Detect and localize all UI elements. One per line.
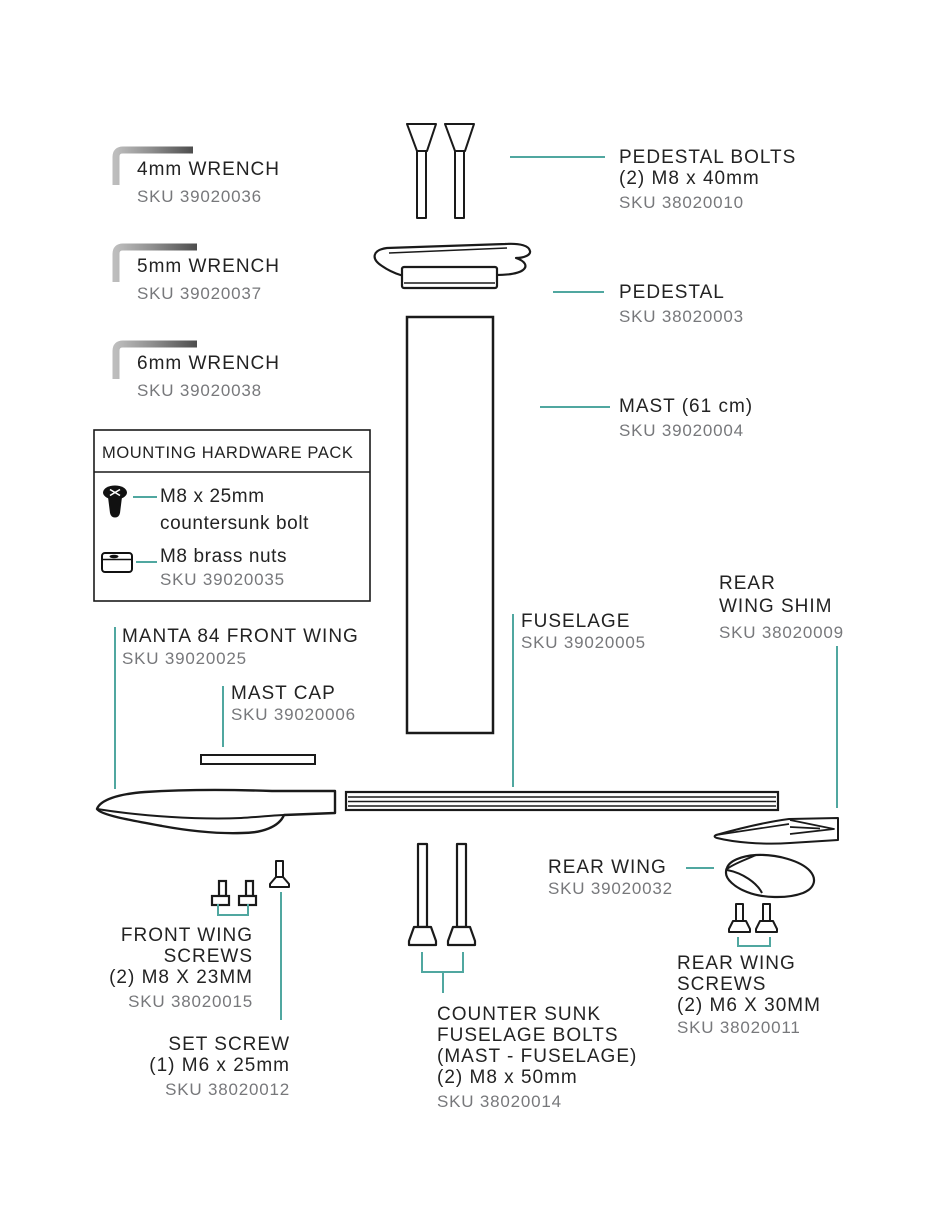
part-sku: SKU 38020003 — [619, 307, 744, 326]
part-name: WING SHIM — [719, 596, 833, 617]
part-name: FRONT WING — [120, 925, 253, 946]
part-name: MAST CAP — [231, 683, 336, 704]
part-sku: SKU 39020006 — [231, 705, 356, 724]
part-name: FUSELAGE — [521, 611, 631, 632]
front-wing-drawing — [97, 790, 335, 833]
part-name: REAR — [719, 573, 776, 594]
part-spec: (1) M6 x 25mm — [149, 1055, 290, 1076]
part-sku: SKU 39020004 — [619, 421, 744, 440]
part-sku: SKU 38020010 — [619, 193, 744, 212]
pedestal-bolts-drawing — [407, 124, 474, 218]
hardware-pack-item-bolt — [160, 483, 309, 537]
label-pedestal — [619, 282, 744, 327]
bracket-rear-wing-screws — [738, 937, 770, 946]
part-sku: SKU 38020011 — [677, 1018, 801, 1037]
hardware-pack-item-nuts — [160, 546, 287, 590]
part-spec: (MAST - FUSELAGE) — [437, 1046, 638, 1067]
hardware-pack-title: MOUNTING HARDWARE PACK — [102, 444, 354, 462]
part-name: MAST (61 cm) — [619, 396, 754, 417]
bracket-fuselage-bolts — [422, 952, 463, 993]
label-wrench-5mm — [137, 256, 280, 304]
part-name: MANTA 84 FRONT WING — [122, 626, 359, 647]
part-name: 6mm WRENCH — [137, 353, 280, 374]
part-spec: (2) M6 X 30MM — [677, 995, 821, 1016]
mast-cap-drawing — [201, 755, 315, 764]
label-fuselage-bolts — [437, 1004, 637, 1112]
part-name: M8 x 25mm — [160, 486, 265, 507]
pedestal-drawing — [375, 244, 530, 288]
countersunk-bolt-icon — [103, 486, 127, 518]
part-sku: SKU 38020012 — [165, 1080, 290, 1099]
part-sku: SKU 39020025 — [122, 649, 247, 668]
part-name: 5mm WRENCH — [137, 256, 280, 277]
part-spec: (2) M8 X 23MM — [109, 967, 253, 988]
part-name: SCREWS — [677, 974, 767, 995]
front-wing-screws-drawing — [212, 881, 256, 905]
part-sku: SKU 38020009 — [719, 623, 844, 642]
part-sku: SKU 38020014 — [437, 1092, 562, 1111]
label-rear-wing-shim — [719, 572, 844, 644]
label-rear-wing — [548, 857, 673, 899]
part-sku: SKU 39020005 — [521, 633, 646, 652]
label-front-wing-screws — [80, 925, 253, 1012]
label-set-screw — [110, 1034, 290, 1100]
label-wrench-4mm — [137, 159, 280, 207]
label-wrench-6mm — [137, 353, 280, 401]
part-sku: SKU 39020036 — [137, 187, 262, 206]
rear-wing-shim-drawing — [715, 818, 838, 844]
part-name: REAR WING — [548, 857, 667, 878]
part-name: 4mm WRENCH — [137, 159, 280, 180]
part-sku: SKU 39020037 — [137, 284, 262, 303]
fuselage-bolts-drawing — [409, 844, 475, 945]
rear-wing-screws-drawing — [729, 904, 777, 932]
part-sku: SKU 39020038 — [137, 381, 262, 400]
rear-wing-drawing — [726, 855, 814, 897]
brass-nut-icon — [102, 553, 132, 572]
part-spec: (2) M8 x 40mm — [619, 168, 760, 189]
part-sku: SKU 38020015 — [128, 992, 253, 1011]
part-name: FUSELAGE BOLTS — [437, 1025, 619, 1046]
part-name: PEDESTAL — [619, 282, 725, 303]
label-rear-wing-screws — [677, 953, 821, 1038]
part-spec: (2) M8 x 50mm — [437, 1067, 578, 1088]
label-mast — [619, 396, 753, 441]
set-screw-drawing — [270, 861, 289, 887]
part-name: M8 brass nuts — [160, 546, 288, 567]
mast-drawing — [407, 317, 493, 733]
part-sku: SKU 39020032 — [548, 879, 673, 898]
part-name: REAR WING — [677, 953, 796, 974]
fuselage-drawing — [346, 792, 778, 810]
label-mast-cap — [231, 683, 356, 725]
part-name: COUNTER SUNK — [437, 1004, 602, 1025]
part-name: SET SCREW — [168, 1034, 290, 1055]
label-pedestal-bolts — [619, 147, 796, 213]
label-fuselage — [521, 611, 646, 653]
label-front-wing — [122, 626, 359, 669]
part-name: countersunk bolt — [160, 513, 310, 534]
part-name: SCREWS — [163, 946, 253, 967]
part-sku: SKU 39020035 — [160, 570, 285, 589]
part-name: PEDESTAL BOLTS — [619, 147, 797, 168]
